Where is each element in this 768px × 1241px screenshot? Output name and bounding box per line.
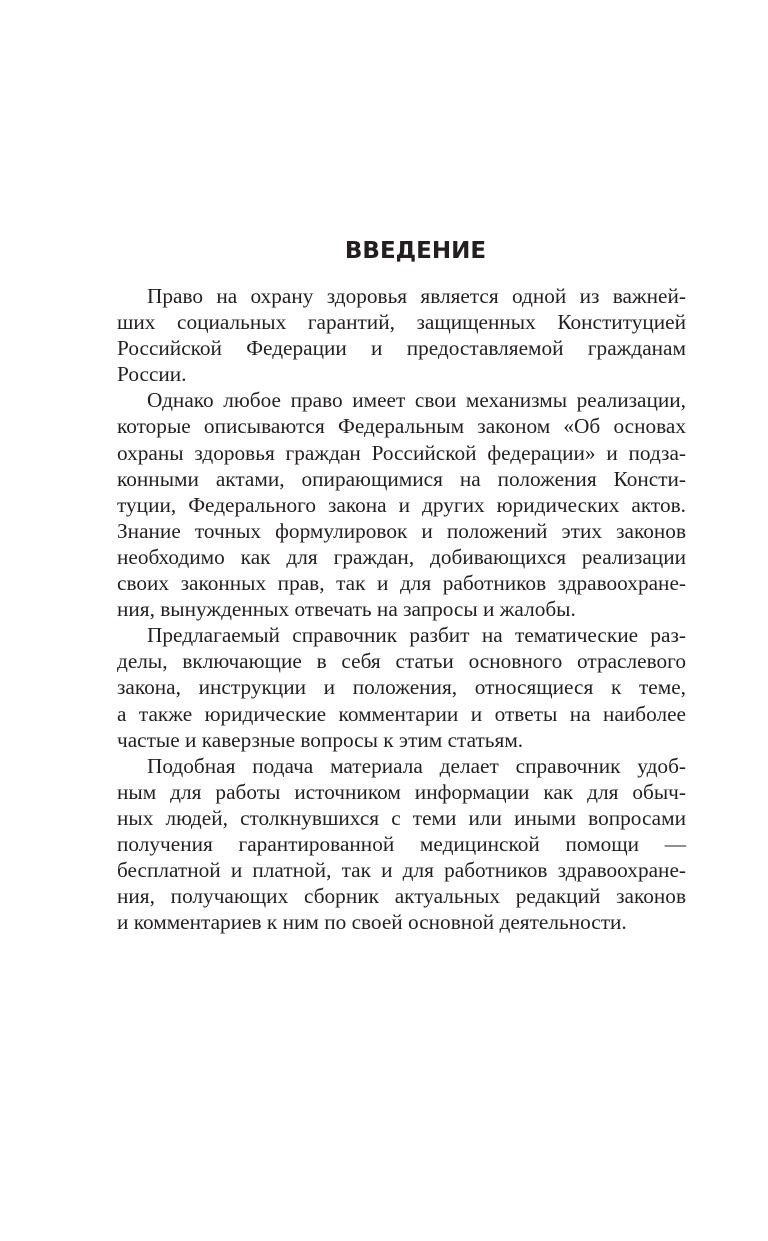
text-line: частые и каверзные вопросы к этим статьям. bbox=[117, 727, 524, 752]
text-line: которые описываются Федеральным законом «Об основах bbox=[117, 414, 686, 439]
text-line: ния, вынужденных отвечать на запросы и жалобы. bbox=[117, 597, 576, 622]
document-page bbox=[117, 238, 686, 935]
text-line: туции, Федерального закона и других юридических актов. bbox=[117, 492, 686, 517]
text-line: ших социальных гарантий, защищенных Конституцией bbox=[117, 310, 686, 335]
text-line: бесплатной и платной, так и для работников здравоохране- bbox=[117, 858, 686, 883]
text-line: получения гарантированной медицинской помощи — bbox=[117, 831, 686, 856]
text-line: России. bbox=[117, 362, 187, 387]
text-line: Право на охрану здоровья является одной из важней- bbox=[147, 284, 686, 308]
text-line: Подобная подача материала делает справочник удоб- bbox=[147, 753, 686, 778]
text-line: и комментариев к ним по своей основной деятельности. bbox=[117, 910, 627, 935]
text-line: ния, получающих сборник актуальных редакций законов bbox=[117, 884, 686, 909]
text-line: конными актами, опирающимися на положения Консти- bbox=[117, 466, 686, 491]
text-line: ным для работы источником информации как для обыч- bbox=[117, 779, 686, 804]
paragraph-1 bbox=[117, 283, 686, 387]
text-line: Однако любое право имеет свои механизмы реализации, bbox=[147, 388, 686, 413]
paragraph-4 bbox=[117, 753, 686, 936]
text-line: ных людей, столкнувшихся с теми или иными вопросами bbox=[117, 805, 686, 830]
paragraph-2 bbox=[117, 387, 686, 622]
text-line: а также юридические комментарии и ответы на наиболее bbox=[117, 701, 686, 726]
text-line: Предлагаемый справочник разбит на тематические раз- bbox=[147, 623, 686, 648]
text-line: Российской Федерации и предоставляемой гражданам bbox=[117, 336, 686, 361]
page-title: ВВЕДЕНИЕ bbox=[344, 238, 487, 264]
text-line: охраны здоровья граждан Российской федерации» и подза- bbox=[117, 440, 686, 465]
text-line: делы, включающие в себя статьи основного отраслевого bbox=[117, 649, 686, 674]
text-line: закона, инструкции и положения, относящиеся к теме, bbox=[117, 675, 686, 700]
text-line: необходимо как для граждан, добивающихся реализации bbox=[117, 544, 686, 569]
text-line: Знание точных формулировок и положений этих законов bbox=[117, 518, 686, 543]
paragraph-3 bbox=[117, 622, 686, 752]
text-line: своих законных прав, так и для работников здравоохране- bbox=[117, 571, 686, 596]
